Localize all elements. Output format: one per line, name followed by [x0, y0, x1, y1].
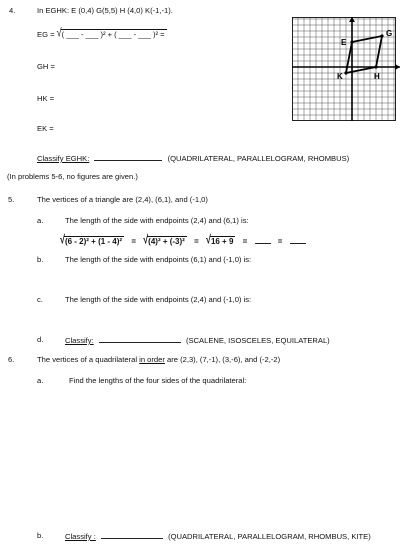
label-e: E [341, 38, 347, 47]
problem-6-intro-post: are (2,3), (7,-1), (3,-6), and (-2,-2) [164, 355, 281, 364]
label-g: G [386, 29, 393, 38]
ek-label: EK = [37, 124, 54, 133]
point-h [374, 65, 377, 68]
work-eq-1: = [131, 237, 136, 246]
hk-label: HK = [37, 94, 55, 103]
work-expr-2: (4)² + (-3)² [148, 237, 185, 246]
problem-5b-text: The length of the side with endpoints (6,1) and (-1,0) is: [65, 255, 252, 264]
point-k [344, 71, 347, 74]
radical-icon: √ [60, 232, 65, 246]
classify-eghk-row [37, 153, 349, 163]
coordinate-graph [292, 17, 400, 121]
problem-6b-letter: b. [37, 531, 44, 540]
classify-eghk-blank[interactable] [94, 153, 162, 161]
problem-6-intro-pre: The vertices of a quadrilateral [37, 355, 140, 364]
problem-5-number: 5. [8, 195, 15, 204]
radical-icon: √ [56, 25, 62, 39]
problem-4-intro: In EGHK: E (0,4) G(5,5) H (4,0) K(-1,-1). [37, 6, 173, 15]
eg-formula: ( ___ - ___ )² + ( ___ - ___ )² = [61, 30, 165, 39]
classify-triangle-label: Classify: [65, 336, 94, 345]
answer-blank-1[interactable] [255, 236, 271, 244]
problem-5c-letter: c. [37, 295, 43, 304]
classify-quad-label: Classify : [65, 532, 96, 541]
label-k: K [337, 72, 343, 81]
classify-triangle-options: (SCALENE, ISOSCELES, EQUILATERAL) [185, 336, 330, 345]
work-eq-2: = [194, 237, 199, 246]
problem-6b-row [65, 531, 371, 541]
problem-5c-text: The length of the side with endpoints (2,4) and (-1,0) is: [65, 295, 252, 304]
work-eq-4: = [277, 237, 283, 246]
problems-note: (In problems 5-6, no figures are given.) [7, 172, 138, 181]
answer-blank-2[interactable] [290, 236, 306, 244]
problem-4-number: 4. [9, 6, 16, 15]
classify-quad-blank[interactable] [101, 531, 163, 539]
problem-6-intro [37, 355, 280, 364]
classify-eghk-label: Classify EGHK: [37, 154, 90, 163]
problem-5b-letter: b. [37, 255, 44, 264]
problem-5d-row [65, 335, 330, 345]
problem-6a-text: Find the lengths of the four sides of the quadrilateral: [69, 376, 247, 385]
problem-6a-letter: a. [37, 376, 44, 385]
classify-quad-options: (QUADRILATERAL, PARALLELOGRAM, RHOMBUS, KITE) [168, 532, 371, 541]
problem-5-intro: The vertices of a triangle are (2,4), (6,1), and (-1,0) [37, 195, 208, 204]
gh-label: GH = [37, 62, 55, 71]
work-eq-3: = [242, 237, 248, 246]
problem-5a-text: The length of the side with endpoints (2,4) and (6,1) is: [65, 216, 249, 225]
classify-triangle-blank[interactable] [99, 335, 181, 343]
label-h: H [374, 72, 380, 81]
point-g [380, 34, 383, 37]
work-expr-1: (6 - 2)² + (1 - 4)² [64, 237, 123, 246]
radical-icon: √ [143, 232, 149, 246]
point-e [350, 40, 353, 43]
eg-label: EG = [37, 30, 55, 39]
problem-6-number: 6. [8, 355, 15, 364]
classify-eghk-options: (QUADRILATERAL, PARALLELOGRAM, RHOMBUS) [167, 154, 350, 163]
problem-5d-letter: d. [37, 335, 44, 344]
problem-5a-letter: a. [37, 216, 44, 225]
x-axis-arrow-icon [395, 64, 400, 70]
problem-5a-work [60, 232, 306, 246]
work-expr-3: 16 + 9 [210, 237, 234, 246]
radical-icon: √ [205, 232, 211, 246]
eg-row [37, 25, 167, 39]
problem-6-intro-underlined: in order [139, 355, 165, 364]
